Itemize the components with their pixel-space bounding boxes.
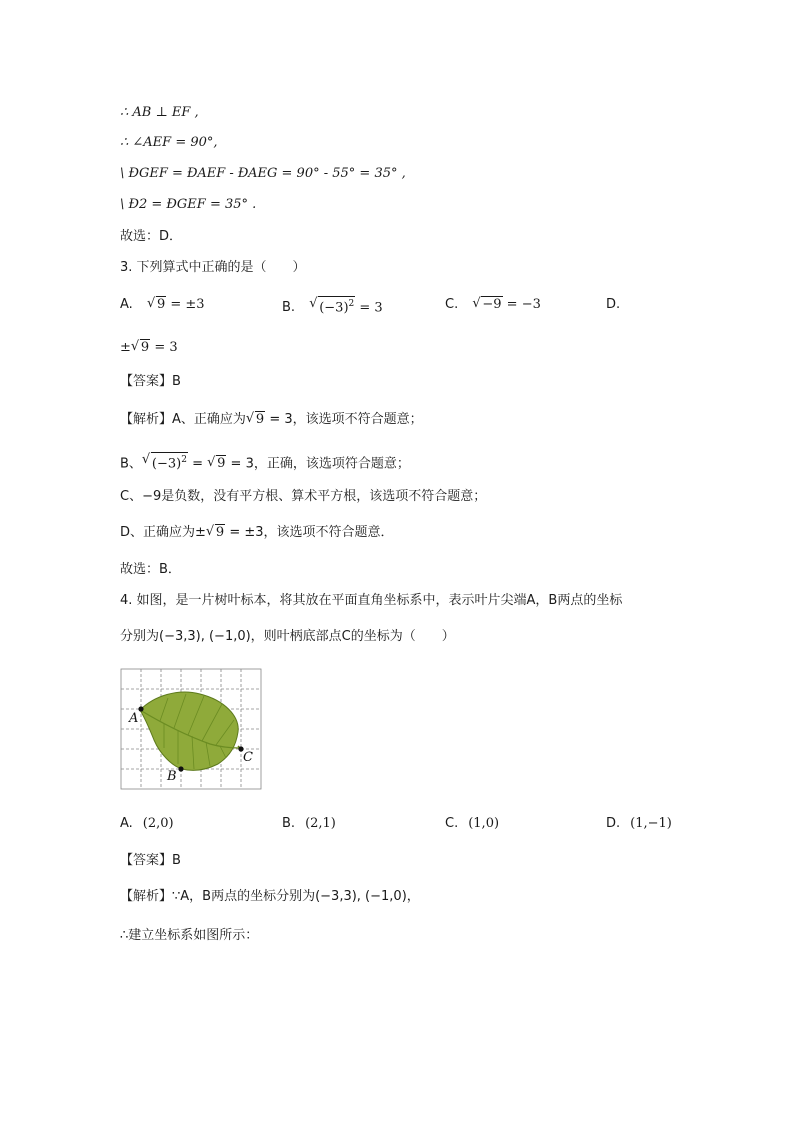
q4-option-c: C. (1,0): [445, 816, 500, 831]
q3-choice: 故选：B．: [120, 562, 181, 577]
sqrt-expression: √ 9: [130, 339, 150, 355]
sqrt-expression: √ $(-3)^2$: [309, 296, 355, 316]
sqrt-expression: √ $(-3)^2$: [141, 452, 187, 472]
sqrt-expression: √ 9: [207, 455, 226, 472]
point-b-label: B: [167, 769, 177, 784]
sqrt-expression: √ 9: [205, 524, 225, 540]
q3-option-c: C. √ −9 = −3: [445, 296, 541, 312]
q3-answer: 【答案】B: [120, 374, 181, 389]
q4-option-a: A. (2,0): [120, 816, 174, 831]
q4-analysis: 【解析】∵A，B两点的坐标分别为(−3,3), (−1,0)，: [120, 889, 420, 904]
solution-line-right-angle: ∴ ∠AEF = 90°,: [120, 135, 218, 150]
sqrt-expression: √ 9: [146, 296, 166, 312]
solution-choice: 故选：D．: [120, 229, 183, 244]
q3-analysis-a: 【解析】A、正确应为 √ 9 = 3，该选项不符合题意；: [120, 411, 423, 427]
point-b-dot: [178, 766, 183, 771]
question-4-stem-line1: 4. 如图，是一片树叶标本，将其放在平面直角坐标系中，表示叶片尖端A，B两点的坐标: [120, 593, 623, 608]
solution-line-angle-2: \ Ð2 = ÐGEF = 35° .: [120, 197, 257, 212]
q3-analysis-d: D、正确应为± √ 9 = ±3，该选项不符合题意．: [120, 524, 394, 540]
q3-analysis-b: B、 √ $(-3)^2$ = √ 9 = 3，正确，该选项符合题意；: [120, 452, 410, 472]
q3-option-b: B. √ $(-3)^2 = 3$: [282, 296, 383, 316]
q3-option-d-value: ± √ 9 = 3: [120, 339, 178, 355]
point-a-label: A: [129, 711, 139, 726]
option-label: C.: [445, 297, 459, 312]
q3-analysis-c: C、−9是负数，没有平方根、算术平方根，该选项不符合题意；: [120, 489, 487, 504]
leaf-illustration: [140, 692, 241, 770]
point-a-dot: [138, 706, 143, 711]
question-3-stem: 3. 下列算式中正确的是（ ）: [120, 260, 306, 275]
leaf-on-grid-figure: [120, 668, 262, 790]
q3-option-a: A. √ 9 = ±3: [120, 296, 205, 312]
point-c-label: C: [243, 750, 253, 765]
question-4-stem-line2: 分别为(−3,3), (−1,0)，则叶柄底部点C的坐标为（ ）: [120, 629, 455, 644]
q4-answer: 【答案】B: [120, 853, 181, 868]
q4-option-b: B. (2,1): [282, 816, 336, 831]
q4-option-d: D. (1,−1): [606, 816, 672, 831]
solution-line-perpendicular: ∴ AB ⊥ EF ,: [120, 105, 199, 120]
option-label: A.: [120, 297, 133, 312]
q3-option-d-label: D.: [606, 297, 621, 312]
q4-conclusion: ∴建立坐标系如图所示：: [120, 928, 259, 943]
solution-line-angle-difference: \ ÐGEF = ÐAEF - ÐAEG = 90° - 55° = 35° ,: [120, 166, 406, 181]
sqrt-expression: √ 9: [245, 411, 265, 427]
sqrt-expression: √ −9: [472, 296, 502, 312]
option-label: B.: [282, 300, 296, 316]
